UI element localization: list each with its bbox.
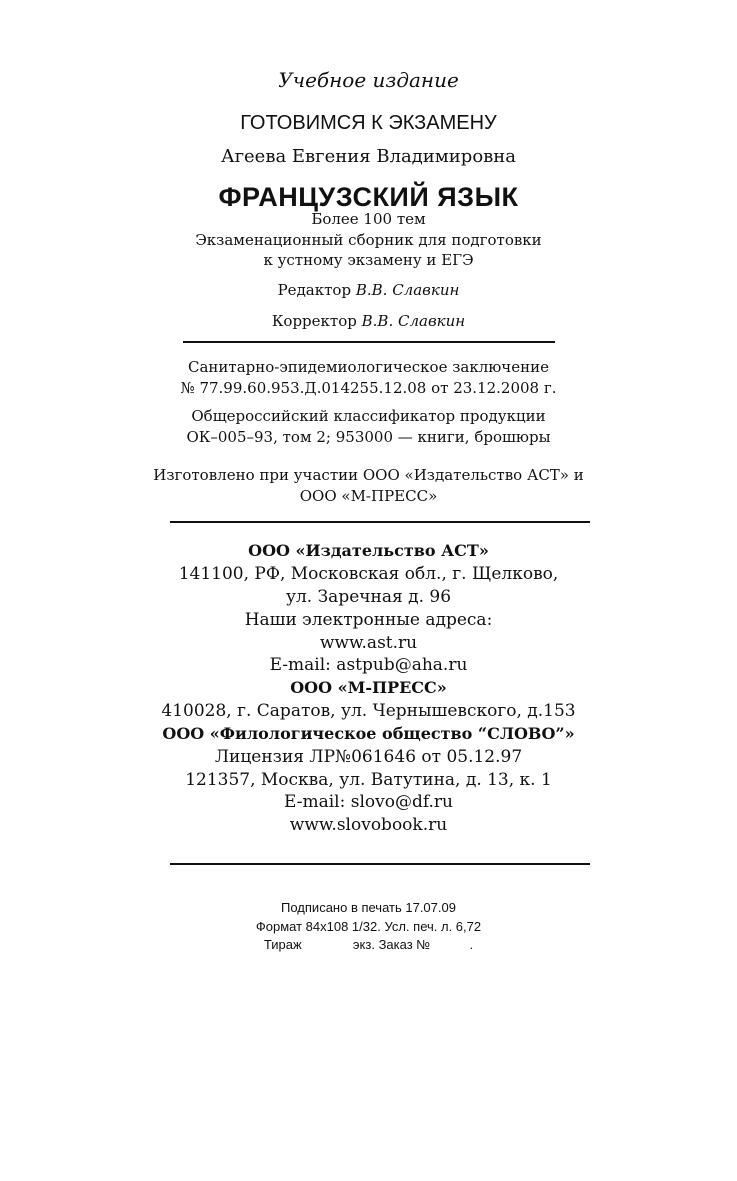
ast-address-line-2: ул. Заречная д. 96	[285, 587, 452, 607]
ast-email: E-mail: astpub@aha.ru	[269, 655, 468, 675]
ast-web-label: Наши электронные адреса:	[244, 610, 493, 630]
classifier-code: ОК–005–93, том 2; 953000 — книги, брошюры	[186, 428, 551, 446]
classifier-title: Общероссийский классификатор продукции	[191, 407, 546, 425]
editor-label: Редактор	[277, 281, 352, 299]
slovo-email: E-mail: slovo@df.ru	[283, 792, 453, 812]
series-title: ГОТОВИМСЯ К ЭКЗАМЕНУ	[240, 112, 497, 134]
ast-website: www.ast.ru	[319, 633, 418, 653]
ast-address-line-1: 141100, РФ, Московская обл., г. Щелково,	[178, 564, 559, 584]
proofreader-name: В.В. Славкин	[361, 312, 466, 330]
editor-line	[0, 283, 737, 298]
divider-rule-3	[170, 863, 590, 865]
subtitle-topics: Более 100 тем	[311, 210, 426, 228]
mpress-name: ООО «М-ПРЕСС»	[290, 678, 447, 697]
mpress-address: 410028, г. Саратов, ул. Чернышевского, д.153	[161, 701, 576, 721]
print-run-label: Тираж	[263, 937, 302, 952]
sanitary-number: № 77.99.60.953.Д.014255.12.08 от 23.12.2008 г.	[180, 379, 557, 397]
slovo-license: Лицензия ЛР№061646 от 05.12.97	[214, 747, 523, 767]
proofreader-line	[0, 314, 737, 329]
slovo-address: 121357, Москва, ул. Ватутина, д. 13, к. 1	[185, 770, 552, 790]
divider-rule-2	[170, 521, 590, 523]
subtitle-exam: к устному экзамену и ЕГЭ	[263, 251, 474, 269]
signed-to-print: Подписано в печать 17.07.09	[281, 900, 456, 915]
divider-rule-1	[183, 341, 555, 343]
print-format: Формат 84x108 1/32. Усл. печ. л. 6,72	[255, 919, 482, 934]
edition-type: Учебное издание	[278, 68, 459, 92]
ast-publisher-name: ООО «Издательство АСТ»	[248, 541, 489, 560]
print-run-end-mark: .	[469, 937, 474, 952]
book-title: ФРАНЦУЗСКИЙ ЯЗЫК	[218, 182, 519, 212]
author-name: Агеева Евгения Владимировна	[220, 146, 517, 167]
slovo-name: ООО «Филологическое общество “СЛОВО”»	[162, 724, 575, 743]
sanitary-conclusion: Санитарно-эпидемиологическое заключение	[188, 358, 549, 376]
copies-order-label: экз. Заказ №	[352, 937, 431, 952]
slovo-website: www.slovobook.ru	[289, 815, 448, 835]
made-with-line-2: ООО «М-ПРЕСС»	[299, 487, 438, 505]
made-with-line-1: Изготовлено при участии ООО «Издательство АСТ» и	[153, 466, 584, 484]
editor-name: В.В. Славкин	[355, 281, 460, 299]
print-run-line	[0, 938, 737, 951]
subtitle-collection: Экзаменационный сборник для подготовки	[195, 231, 542, 249]
proofreader-label: Корректор	[271, 312, 357, 330]
